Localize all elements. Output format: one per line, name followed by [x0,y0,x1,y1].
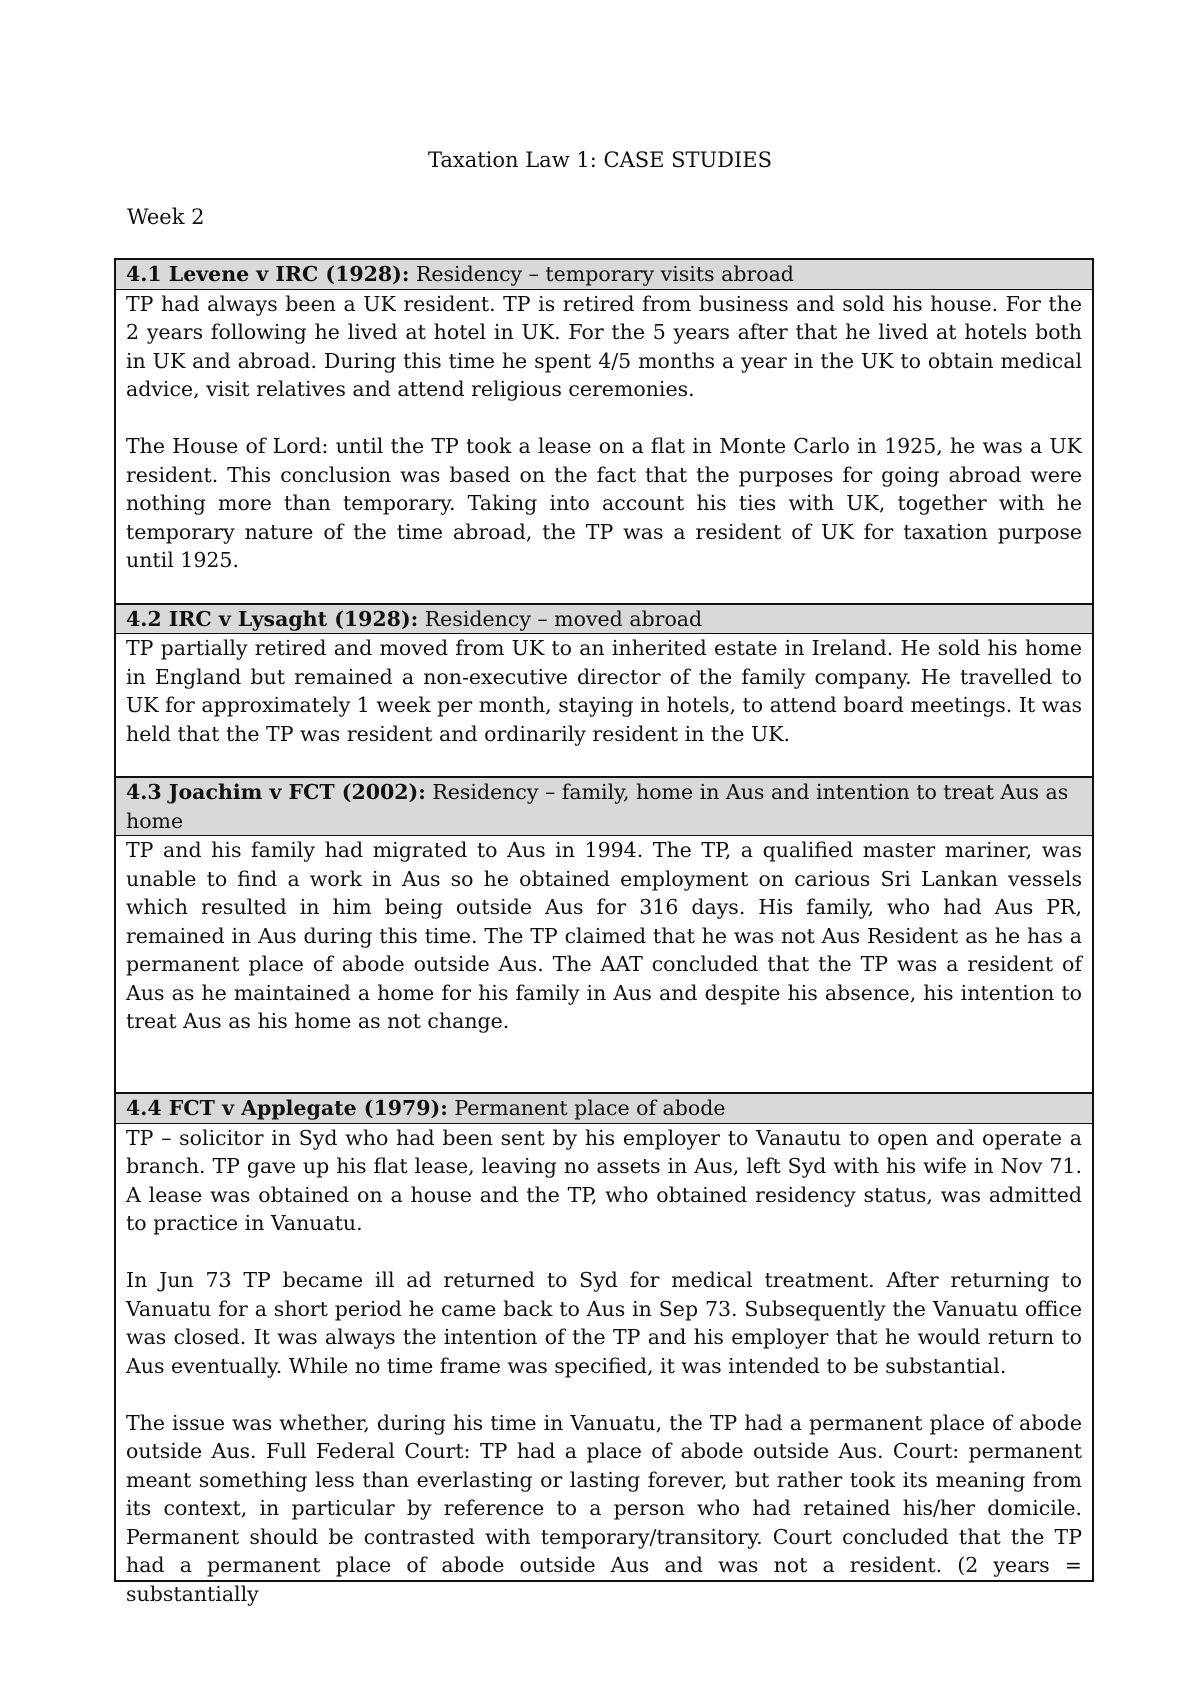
case-body [116,1124,1092,1606]
case-topic: Residency – moved abroad [418,606,703,631]
case-paragraph: TP and his family had migrated to Aus in 1994. The TP, a qualified master mariner, was unable to find a work in Aus so he obtained employment on carious Sri Lankan vessels which resulted in him being outside Aus for 316 days. His family, who had Aus PR, remained in Aus during this time. The TP claimed that he was not Aus Resident as he has a permanent place of abode outside Aus. The AAT concluded that the TP was a resident of Aus as he maintained a home for his family in Aus and despite his absence, his intention to treat Aus as his home as not change. [126,838,1082,1033]
case-topic: Permanent place of abode [447,1096,726,1120]
case-paragraph: The issue was whether, during his time in Vanuatu, the TP had a permanent place of abode outside Aus. Full Federal Court: TP had a place of abode outside Aus. Court: permanent meant something less than everlasting or lasting forever, but rather took its meaning from its context, in particular by reference to a person who had retained his/her domicile. Permanent should be contrasted with temporary/transitory. Court concluded that the TP had a permanent place of abode outside Aus and was not a resident. (2 years = substantially [126,1410,1082,1606]
case-paragraph: The House of Lord: until the TP took a lease on a flat in Monte Carlo in 1925, he was a UK resident. This conclusion was based on the fact that the purposes for going abroad were nothing more than temporary. Taking into account his ties with UK, together with he temporary nature of the time abroad, the TP was a resident of UK for taxation purpose until 1925. [126,434,1082,572]
case-4-4 [116,1094,1092,1606]
document-title: Taxation Law 1: CASE STUDIES [427,148,773,172]
case-header [116,778,1092,836]
case-name: 4.1 Levene v IRC (1928): [126,262,410,286]
case-4-3 [116,778,1092,1094]
case-topic: Residency – temporary visits abroad [409,262,794,286]
case-table [114,258,1094,1606]
case-paragraph: TP partially retired and moved from UK to an inherited estate in Ireland. He sold his home in England but remained a non-executive director of the family company. He travelled to UK for approximately 1 week per month, staying in hotels, to attend board meetings. It was held that the TP was resident and ordinarily resident in the UK. [126,636,1082,746]
case-name: 4.4 FCT v Applegate (1979): [126,1096,448,1120]
case-body [116,634,1092,776]
case-paragraph: In Jun 73 TP became ill ad returned to Syd for medical treatment. After returning to Vanuatu for a short period he came back to Aus in Sep 73. Subsequently the Vanuatu office was closed. It was always the intention of the TP and his employer that he would return to Aus eventually. While no time frame was specified, it was intended to be substantial. [126,1268,1082,1378]
case-paragraph: TP had always been a UK resident. TP is retired from business and sold his house. For the 2 years following he lived at hotel in UK. For the 5 years after that he lived at hotels both in UK and abroad. During this time he spent 4/5 months a year in the UK to obtain medical advice, visit relatives and attend religious ceremonies. [126,291,1082,401]
case-name: 4.2 IRC v Lysaght (1928): [126,606,419,631]
case-name: 4.3 Joachim v FCT (2002): [126,780,426,804]
case-header [116,1094,1092,1124]
case-4-2 [116,605,1092,779]
week-label: Week 2 [127,205,205,229]
case-body [116,836,1092,1092]
case-4-1 [116,260,1092,605]
case-header [116,260,1092,290]
case-body [116,290,1092,603]
case-paragraph: TP – solicitor in Syd who had been sent by his employer to Vanautu to open and operate a branch. TP gave up his flat lease, leaving no assets in Aus, left Syd with his wife in Nov 71. A lease was obtained on a house and the TP, who obtained residency status, was admitted to practice in Vanuatu. [126,1125,1082,1235]
case-topic: Residency – family, home in Aus and intention to treat Aus as home [126,780,1069,833]
case-header [116,605,1092,635]
